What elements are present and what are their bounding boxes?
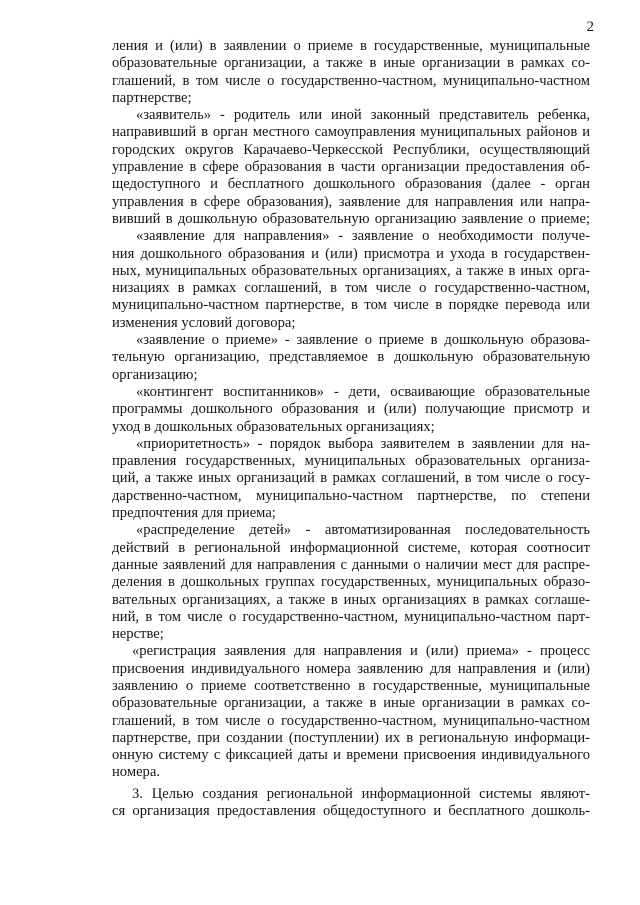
text-line: направивший в орган местного самоуправления муниципальных районов и bbox=[112, 124, 590, 141]
text-line: ний, в том числе о государственно-частном, муниципально-частном парт- bbox=[112, 608, 590, 625]
text-line: изменения условий договора; bbox=[112, 314, 296, 331]
text-line: ния дошкольного образования и (или) присмотра и ухода в государствен- bbox=[112, 245, 590, 262]
document-text-body bbox=[112, 38, 590, 820]
text-line: данные заявлений для направления с данными о наличии мест для распре- bbox=[112, 556, 590, 573]
text-line: вивший в дошкольную образовательную организацию заявление о приеме; bbox=[112, 210, 590, 227]
text-line: предпочтения для приема; bbox=[112, 505, 276, 522]
text-line: образовательные организации, а также в иные организации в рамках со- bbox=[112, 55, 590, 72]
text-line: «заявитель» - родитель или иной законный представитель ребенка, bbox=[136, 107, 590, 124]
text-line: управления в сфере образования), заявление для направления или напра- bbox=[112, 193, 590, 210]
text-line: «заявление для направления» - заявление о необходимости получе- bbox=[136, 228, 590, 245]
text-line: управление в сфере образования в части организации предоставления об- bbox=[112, 159, 590, 176]
text-line: онную систему с фиксацией даты и времени присвоения индивидуального bbox=[112, 747, 590, 764]
text-line: ления и (или) в заявлении о приеме в государственные, муниципальные bbox=[112, 38, 590, 54]
text-line: ся организация предоставления общедоступного и бесплатного дошколь- bbox=[112, 803, 590, 820]
text-line: действий в региональной информационной системе, которая соотносит bbox=[112, 539, 590, 556]
text-line: «приоритетность» - порядок выбора заявителем в заявлении для на- bbox=[136, 435, 590, 452]
text-line: низациях в рамках соглашений, в том числе о государственно-частном, bbox=[112, 280, 590, 297]
text-line: ных, муниципальных образовательных организациях, а также в иных орга- bbox=[112, 262, 590, 279]
text-line: уход в дошкольных образовательных организациях; bbox=[112, 418, 435, 435]
text-line: присвоения индивидуального номера заявлению для направления и (или) bbox=[112, 660, 590, 677]
text-line: «контингент воспитанников» - дети, осваивающие образовательные bbox=[136, 383, 590, 400]
text-line: ций, а также иных организаций в рамках соглашений, в том числе о госу- bbox=[112, 470, 590, 487]
text-line: партнерстве, при создании (поступлении) их в региональную информаци- bbox=[112, 729, 590, 746]
text-line: заявлению о приеме соответственно в государственные, муниципальные bbox=[112, 677, 590, 694]
text-line: вательных организациях, а также в иных организациях в рамках соглаше- bbox=[112, 591, 590, 608]
text-line: муниципально-частном партнерстве, в том числе в порядке перевода или bbox=[112, 297, 590, 314]
text-line: дарственно-частном, муниципально-частном партнерстве, по степени bbox=[112, 487, 590, 504]
page-number: 2 bbox=[586, 19, 594, 35]
text-line: правления государственных, муниципальных образовательных организа- bbox=[112, 453, 590, 470]
text-line: деления в дошкольных группах государственных, муниципальных образо- bbox=[112, 574, 590, 591]
text-line: программы дошкольного образования и (или) получающие присмотр и bbox=[112, 401, 590, 418]
text-line: городских округов Карачаево-Черкесской Республики, осуществляющий bbox=[112, 141, 590, 158]
text-line: номера. bbox=[112, 764, 160, 781]
text-line: «регистрация заявления для направления и (или) приема» - процесс bbox=[132, 643, 590, 660]
text-line: 3. Целью создания региональной информационной системы являют- bbox=[132, 785, 590, 802]
text-line: «заявление о приеме» - заявление о приеме в дошкольную образова- bbox=[136, 332, 590, 349]
text-line: организацию; bbox=[112, 366, 198, 383]
text-line: глашений, в том числе о государственно-частном, муниципально-частном bbox=[112, 712, 590, 729]
text-line: образовательные организации, а также в иные организации в рамках со- bbox=[112, 695, 590, 712]
text-line: глашений, в том числе о государственно-частном, муниципально-частном bbox=[112, 72, 590, 89]
text-line: «распределение детей» - автоматизированная последовательность bbox=[136, 522, 590, 539]
text-line: нерстве; bbox=[112, 626, 164, 643]
text-line: партнерстве; bbox=[112, 89, 192, 106]
text-line: щедоступного и бесплатного дошкольного образования (далее - орган bbox=[112, 176, 590, 193]
text-line: тельную организацию, представляемое в дошкольную образовательную bbox=[112, 349, 590, 366]
